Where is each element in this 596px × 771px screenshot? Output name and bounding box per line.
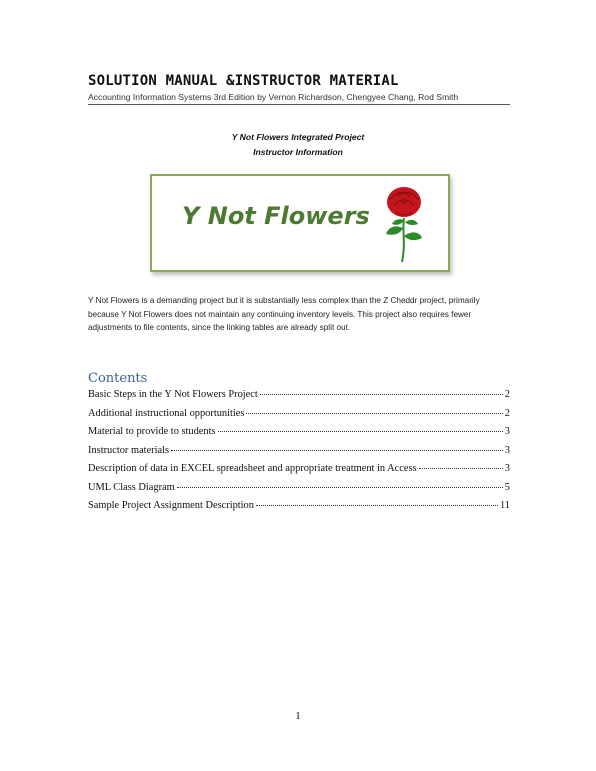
toc-entry-title: Additional instructional opportunities <box>88 407 245 419</box>
project-subtitle: Instructor Information <box>253 147 343 157</box>
toc-leader-dots <box>218 430 503 432</box>
document-header-subtitle: Accounting Information Systems 3rd Edition by Vernon Richardson, Chengyee Chang, Rod Smith <box>88 92 459 102</box>
toc-entry-title: Material to provide to students <box>88 426 216 437</box>
toc-leader-dots <box>171 449 503 451</box>
toc-entry-page: 2 <box>504 389 510 400</box>
project-title: Y Not Flowers Integrated Project <box>231 132 365 142</box>
toc-leader-dots <box>419 467 503 469</box>
toc-leader-dots <box>177 486 503 488</box>
toc-entry-title: UML Class Diagram <box>88 481 175 493</box>
toc-entry[interactable] <box>88 500 510 519</box>
header-divider <box>88 104 510 105</box>
toc-entry-page: 11 <box>499 500 510 511</box>
toc-entry[interactable] <box>88 445 510 464</box>
toc-entry-title: Instructor materials <box>88 444 170 456</box>
logo-banner <box>150 174 450 272</box>
toc-entry-title: Description of data in EXCEL spreadsheet and appropriate treatment in Access <box>88 463 417 474</box>
toc-entry[interactable] <box>88 389 510 408</box>
toc-entry[interactable] <box>88 463 510 482</box>
toc-entry[interactable] <box>88 482 510 501</box>
page-number: 1 <box>295 710 301 722</box>
toc-entry-title: Sample Project Assignment Description <box>88 500 254 511</box>
toc-entry-page: 3 <box>504 444 510 456</box>
contents-heading: Contents <box>88 371 148 386</box>
toc-entry-page: 5 <box>504 481 510 493</box>
toc-entry-title: Basic Steps in the Y Not Flowers Project <box>88 389 258 400</box>
toc-entry[interactable] <box>88 408 510 427</box>
toc-leader-dots <box>260 393 503 395</box>
toc-entry-page: 2 <box>504 407 510 419</box>
logo-text: Y Not Flowers <box>182 202 370 230</box>
toc-entry-page: 3 <box>504 426 510 437</box>
toc-leader-dots <box>256 504 498 506</box>
intro-paragraph: Y Not Flowers is a demanding project but it is substantially less complex than the Z Cheddr project, primarily because Y Not Flowers does not maintain any continuing inventory levels. This project also requires fewer adjustments to file contents, since the linking tables are already split out. <box>88 296 480 332</box>
toc-leader-dots <box>246 412 502 414</box>
document-header-title: SOLUTION MANUAL &INSTRUCTOR MATERIAL <box>88 73 399 89</box>
toc-entry-page: 3 <box>504 463 510 474</box>
rose-icon <box>380 184 428 264</box>
toc-entry[interactable] <box>88 426 510 445</box>
table-of-contents <box>88 389 510 519</box>
